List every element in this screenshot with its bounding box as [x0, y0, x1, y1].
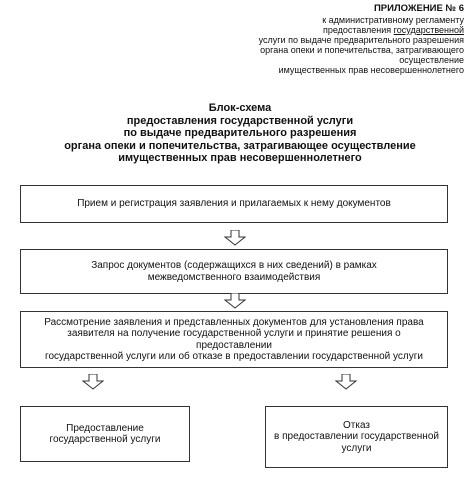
result-refuse-box	[265, 406, 448, 468]
title-line: по выдаче предварительного разрешения	[123, 127, 357, 139]
appendix-heading: ПРИЛОЖЕНИЕ № 6	[373, 3, 464, 14]
appendix-line: имущественных прав несовершеннолетнего	[278, 65, 464, 75]
step-review-text: государственной услуги или об отказе в предоставлении государственной услуги	[45, 351, 423, 362]
down-arrow-icon	[224, 293, 246, 309]
result-refuse-text: Отказ	[343, 419, 370, 431]
title-line: органа опеки и попечительства, затрагивающее осуществление	[64, 139, 416, 152]
title-line: предоставления государственной услуги	[126, 114, 354, 127]
step-review-text: заявителя на получение государственной услуги и принятие решения о предоставлении	[67, 328, 401, 351]
step-request-text: межведомственного взаимодействия	[147, 271, 321, 283]
down-arrow-icon	[335, 374, 357, 390]
result-approve-box	[20, 406, 190, 462]
result-approve-text: государственной услуги	[49, 434, 161, 445]
appendix-line-underlined: государственной	[393, 25, 464, 35]
step-request-text: Запрос документов (содержащихся в них сведений) в рамках	[91, 260, 377, 271]
appendix-header	[244, 4, 464, 75]
down-arrow-icon	[82, 374, 104, 390]
step-reception-text: Прием и регистрация заявления и прилагаемых к нему документов	[77, 198, 391, 210]
step-review-text: Рассмотрение заявления и представленных документов для установления права	[44, 316, 424, 328]
flowchart-title	[40, 102, 440, 165]
result-refuse-text: в предоставлении государственной	[274, 431, 439, 443]
step-request-box	[20, 249, 448, 294]
appendix-line: услуги по выдаче предварительного разрешения	[258, 35, 464, 45]
title-line: Блок-схема	[208, 102, 272, 114]
down-arrow-icon	[224, 230, 246, 246]
appendix-line: органа опеки и попечительства, затрагивающего осуществление	[260, 45, 464, 65]
result-approve-text: Предоставление	[66, 422, 144, 434]
appendix-line: к административному регламенту	[322, 15, 464, 25]
title-line: имущественных прав несовершеннолетнего	[118, 152, 362, 164]
appendix-line	[244, 25, 464, 35]
step-review-box	[20, 311, 448, 368]
result-refuse-text: услуги	[341, 442, 372, 454]
step-reception-box	[20, 185, 448, 223]
appendix-line-text: предоставления	[322, 25, 394, 35]
